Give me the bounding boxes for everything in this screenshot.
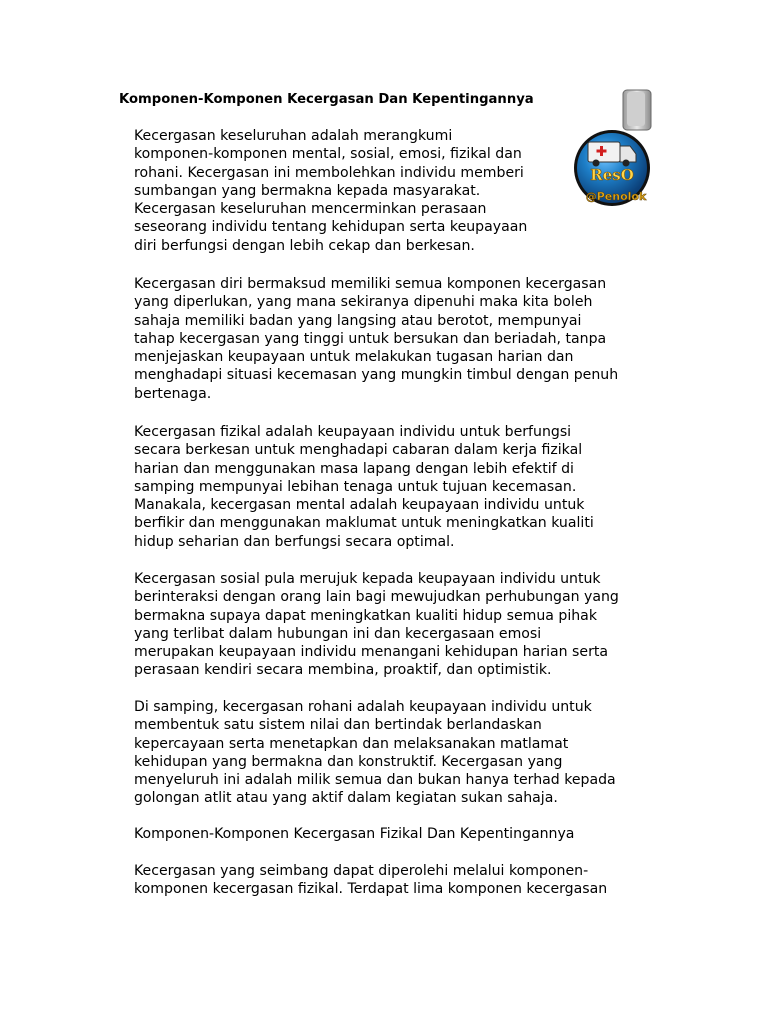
reso-enrolok-logo-icon bbox=[570, 88, 660, 212]
paragraph-physical-fitness: Kecergasan fizikal adalah keupayaan individu untuk berfungsi secara berkesan untuk menghadapi cabaran dalam kerja fizikal harian dan menggunakan masa lapang dengan lebih efektif di samping mempunyai lebihan tenaga untuk tujuan kecemasan. Manakala, kecergasan mental adalah keupayaan individu untuk berfikir dan menggunakan maklumat untuk meningkatkan kualiti hidup seharian dan berfungsi secara optimal. bbox=[134, 424, 594, 550]
section-heading-physical-components: Komponen-Komponen Kecergasan Fizikal Dan Kepentingannya bbox=[134, 826, 575, 842]
logo-text-bottom: @Penolok bbox=[585, 190, 647, 203]
logo-text-top: ResO bbox=[590, 166, 634, 184]
paragraph-overall-fitness: Kecergasan keseluruhan adalah merangkumi komponen-komponen mental, sosial, emosi, fizikal dan rohani. Kecergasan ini membolehkan individu memberi sumbangan yang bermakna kepada masyarakat. Kecergasan keseluruhan mencerminkan perasaan seseorang individu tentang kehidupan serta keupayaan diri berfungsi dengan lebih cekap dan berkesan. bbox=[134, 128, 528, 254]
paragraph-personal-fitness: Kecergasan diri bermaksud memiliki semua komponen kecergasan yang diperlukan, yang mana sekiranya dipenuhi maka kita boleh sahaja memiliki badan yang langsing atau berotot, mempunyai tahap kecergasan yang tinggi untuk bersukan dan beriadah, tanpa menjejaskan keupayaan untuk melakukan tugasan harian dan menghadapi situasi kecemasan yang mungkin timbul dengan penuh bertenaga. bbox=[134, 276, 619, 402]
paragraph-physical-components: Kecergasan yang seimbang dapat diperolehi melalui komponen- komponen kecergasan fizikal. Terdapat lima komponen kecergasan bbox=[134, 863, 608, 898]
paragraph-spiritual-fitness: Di samping, kecergasan rohani adalah keupayaan individu untuk membentuk satu sistem nilai dan bertindak berlandaskan kepercayaan serta menetapkan dan melaksanakan matlamat kehidupan yang bermakna dan konstruktif. Kecergasan yang menyeluruh ini adalah milik semua dan bukan hanya terhad kepada golongan atlit atau yang aktif dalam kegiatan sukan sahaja. bbox=[134, 699, 616, 807]
paragraph-social-fitness: Kecergasan sosial pula merujuk kepada keupayaan individu untuk berinteraksi dengan orang lain bagi mewujudkan perhubungan yang bermakna supaya dapat meningkatkan kualiti hidup semua pihak yang terlibat dalam hubungan ini dan kecergasaan emosi merupakan keupayaan individu menangani kehidupan harian serta perasaan kendiri secara membina, proaktif, dan optimistik. bbox=[134, 571, 619, 679]
document-title: Komponen-Komponen Kecergasan Dan Kepentingannya bbox=[119, 92, 534, 107]
